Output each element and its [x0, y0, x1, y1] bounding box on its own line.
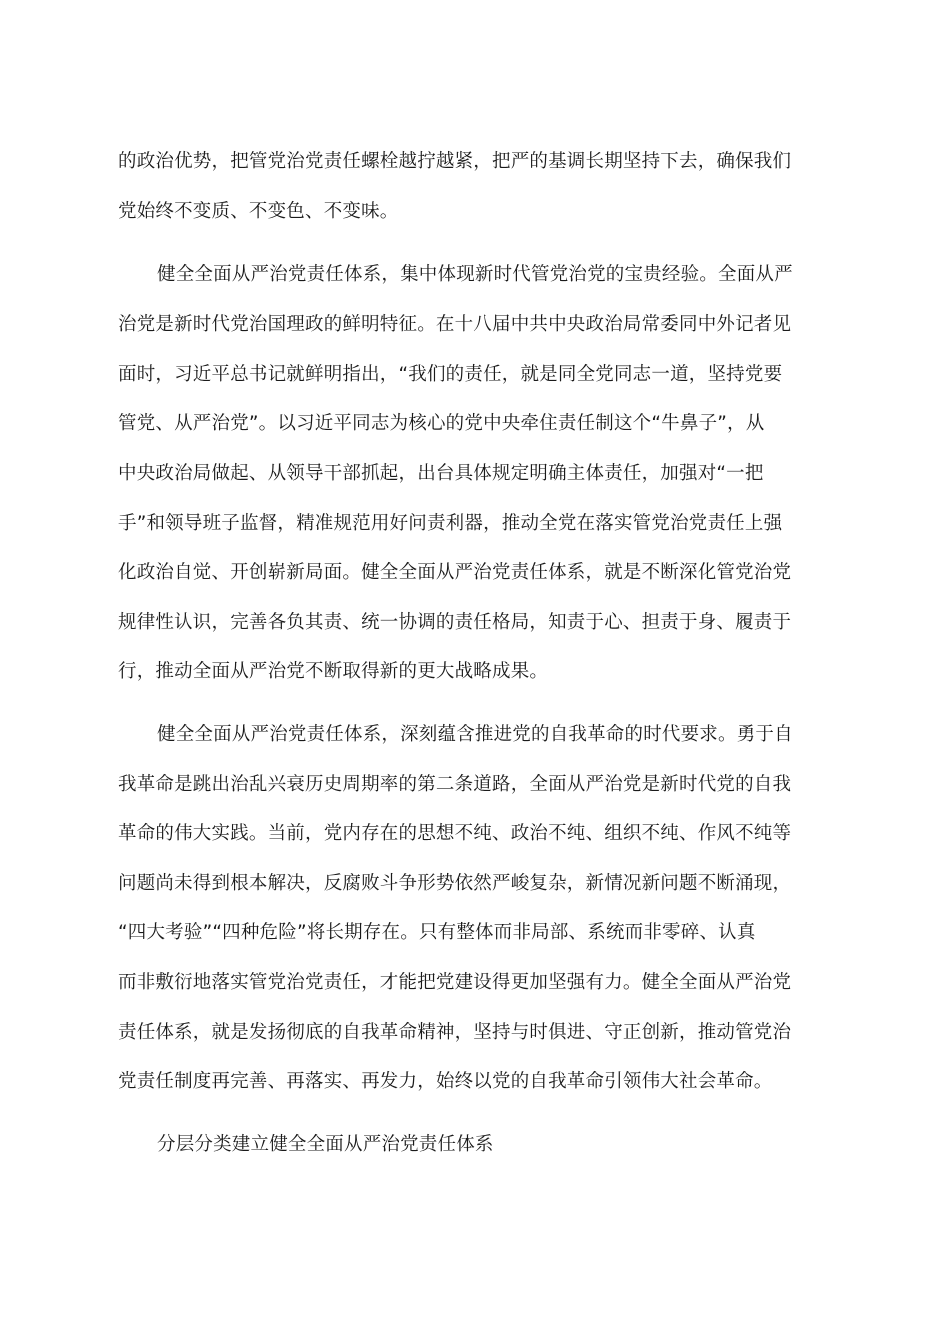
text-line: “四大考验”“四种危险”将长期存在。只有整体而非局部、系统而非零碎、认真 — [118, 922, 756, 943]
text-line: 管党、从严治党”。以习近平同志为核心的党中央牵住责任制这个“牛鼻子”，从 — [118, 413, 765, 434]
text-line: 责任体系，就是发扬彻底的自我革命精神，坚持与时俱进、守正创新，推动管党治 — [118, 1022, 792, 1043]
paragraph-start-line: 健全全面从严治党责任体系，集中体现新时代管党治党的宝贵经验。全面从严 — [157, 264, 793, 285]
text-line: 我革命是跳出治乱兴衰历史周期率的第二条道路，全面从严治党是新时代党的自我 — [118, 774, 792, 795]
text-line: 问题尚未得到根本解决，反腐败斗争形势依然严峻复杂，新情况新问题不断涌现， — [118, 873, 792, 894]
text-line: 面时，习近平总书记就鲜明指出，“我们的责任，就是同全党同志一道，坚持党要 — [118, 364, 783, 385]
text-line: 手”和领导班子监督，精准规范用好问责利器，推动全党在落实管党治党责任上强 — [118, 513, 783, 534]
text-line: 治党是新时代党治国理政的鲜明特征。在十八届中共中央政治局常委同中外记者见 — [118, 314, 792, 335]
text-line: 中央政治局做起、从领导干部抓起，出台具体规定明确主体责任，加强对“一把 — [118, 463, 764, 484]
text-line: 行，推动全面从严治党不断取得新的更大战略成果。 — [118, 661, 549, 682]
section-heading: 分层分类建立健全全面从严治党责任体系 — [157, 1134, 494, 1155]
text-line: 党责任制度再完善、再落实、再发力，始终以党的自我革命引领伟大社会革命。 — [118, 1071, 773, 1092]
text-line: 规律性认识，完善各负其责、统一协调的责任格局，知责于心、担责于身、履责于 — [118, 612, 792, 633]
text-line: 化政治自觉、开创崭新局面。健全全面从严治党责任体系，就是不断深化管党治党 — [118, 562, 792, 583]
text-line: 革命的伟大实践。当前，党内存在的思想不纯、政治不纯、组织不纯、作风不纯等 — [118, 823, 792, 844]
paragraph-start-line: 健全全面从严治党责任体系，深刻蕴含推进党的自我革命的时代要求。勇于自 — [157, 724, 793, 745]
text-line: 而非敷衍地落实管党治党责任，才能把党建设得更加坚强有力。健全全面从严治党 — [118, 972, 792, 993]
text-line: 党始终不变质、不变色、不变味。 — [118, 201, 399, 222]
text-line: 的政治优势，把管党治党责任螺栓越拧越紧，把严的基调长期坚持下去，确保我们 — [118, 151, 792, 172]
